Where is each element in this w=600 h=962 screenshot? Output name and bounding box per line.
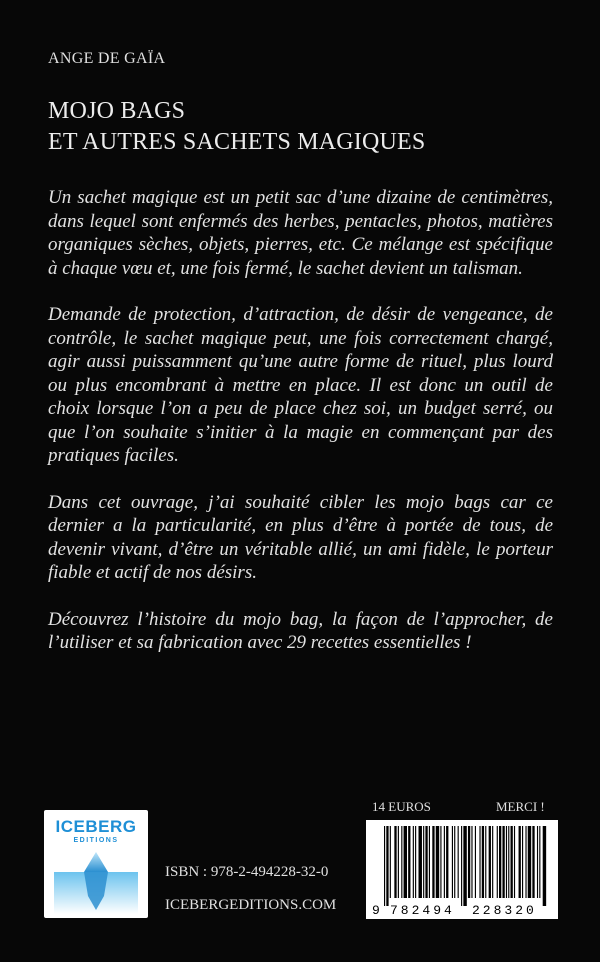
barcode-bar [458,826,459,898]
barcode-bar [528,826,531,898]
barcode-bar [390,826,391,898]
barcode-bar [384,826,385,906]
barcode-graphic [366,820,558,919]
barcode-bar [454,826,455,898]
title-line-2: ET AUTRES SACHETS MAGIQUES [48,129,426,155]
barcode-bar [425,826,427,898]
publisher-website: ICEBERGEDITIONS.COM [165,897,337,913]
barcode-bar [401,826,402,898]
barcode-digit-first: 9 [372,903,380,918]
barcode-bar [419,826,422,898]
barcode-bar [537,826,538,898]
barcode-bar [468,826,470,898]
price-label: 14 EUROS [372,799,431,814]
barcode-bar [444,826,445,898]
blurb-paragraph-3: Dans cet ouvrage, j’ai souhaité cibler les mojo bags car ce dernier a la particularité, en plus d’être à portée de tous, de devenir vivant, d’être un véritable allié, un ami fidèle, le porteur fiable et actif de nos désirs. [48,491,553,583]
barcode-bar [440,826,441,898]
barcode-bar [413,826,414,898]
barcode-bar [398,826,399,898]
barcode-bar [404,826,407,898]
barcode-bar [511,826,513,898]
barcode-bar [539,826,540,898]
barcode-bar [485,826,486,898]
barcode-bar [429,826,430,898]
barcode-bar [525,826,526,898]
barcode-bar [394,826,396,898]
title-line-1: MOJO BAGS [48,98,186,124]
barcode-bar [463,826,466,906]
barcode-bar [471,826,472,898]
barcode-bar [489,826,491,898]
barcode-bar [475,826,476,898]
barcode-bar [432,826,434,898]
barcode-bar [543,826,546,906]
thanks-label: MERCI ! [496,799,545,814]
publisher-logo-subtext: EDITIONS [73,837,119,844]
barcode-bar [492,826,493,898]
publisher-logo [44,810,148,918]
back-cover-blurb [48,186,553,678]
blurb-paragraph-2: Demande de protection, d’attraction, de désir de vengeance, de contrôle, le sachet magique peut, une fois correctement chargé, agir aussi puissamment qu’une autre forme de rituel, plus lourd ou plus encombrant à mettre en place. Il est donc un outil de choix lorsque l’on a peu de place chez soi, un budget serré, ou que l’on souhaite s’initier à la magie en commençant par des pratiques faciles. [48,304,553,466]
barcode-bar [506,826,507,898]
barcode-bar [499,826,501,898]
iceberg-icon [54,850,138,914]
barcode-digits-left: 782494 [390,903,455,918]
barcode-digits-right: 228320 [472,903,537,918]
barcode-bar [452,826,453,898]
barcode-bar [522,826,523,898]
barcode-bar [423,826,424,898]
barcode-bar [386,826,388,906]
barcode-bar [436,826,439,898]
barcode-bar [446,826,448,898]
book-title [48,96,425,158]
barcode-bar [482,826,484,898]
barcode-bars [384,826,546,906]
barcode-bar [508,826,509,898]
barcode-bar [408,826,410,898]
isbn-text: ISBN : 978-2-494228-32-0 [165,864,329,880]
barcode-bar [479,826,480,898]
barcode-bar [514,826,515,898]
blurb-paragraph-4: Découvrez l’histoire du mojo bag, la façon de l’approcher, de l’utiliser et sa fabrication avec 29 recettes essentielles ! [48,608,553,653]
barcode-bar [461,826,462,906]
barcode-bar [502,826,504,898]
barcode-bar [415,826,416,898]
barcode-bar [519,826,521,898]
barcode-bar [532,826,534,898]
barcode [366,820,558,919]
blurb-paragraph-1: Un sachet magique est un petit sac d’une dizaine de centimètres, dans lequel sont enfermés des herbes, pentacles, photos, matières organiques sèches, objets, pierres, etc. Ce mélange est spécifique à chaque vœu et, une fois fermé, le sachet devient un talisman. [48,187,553,279]
author-name: ANGE DE GAÏA [48,50,166,67]
publisher-logo-text: ICEBERG [55,817,137,836]
barcode-bar [497,826,498,898]
